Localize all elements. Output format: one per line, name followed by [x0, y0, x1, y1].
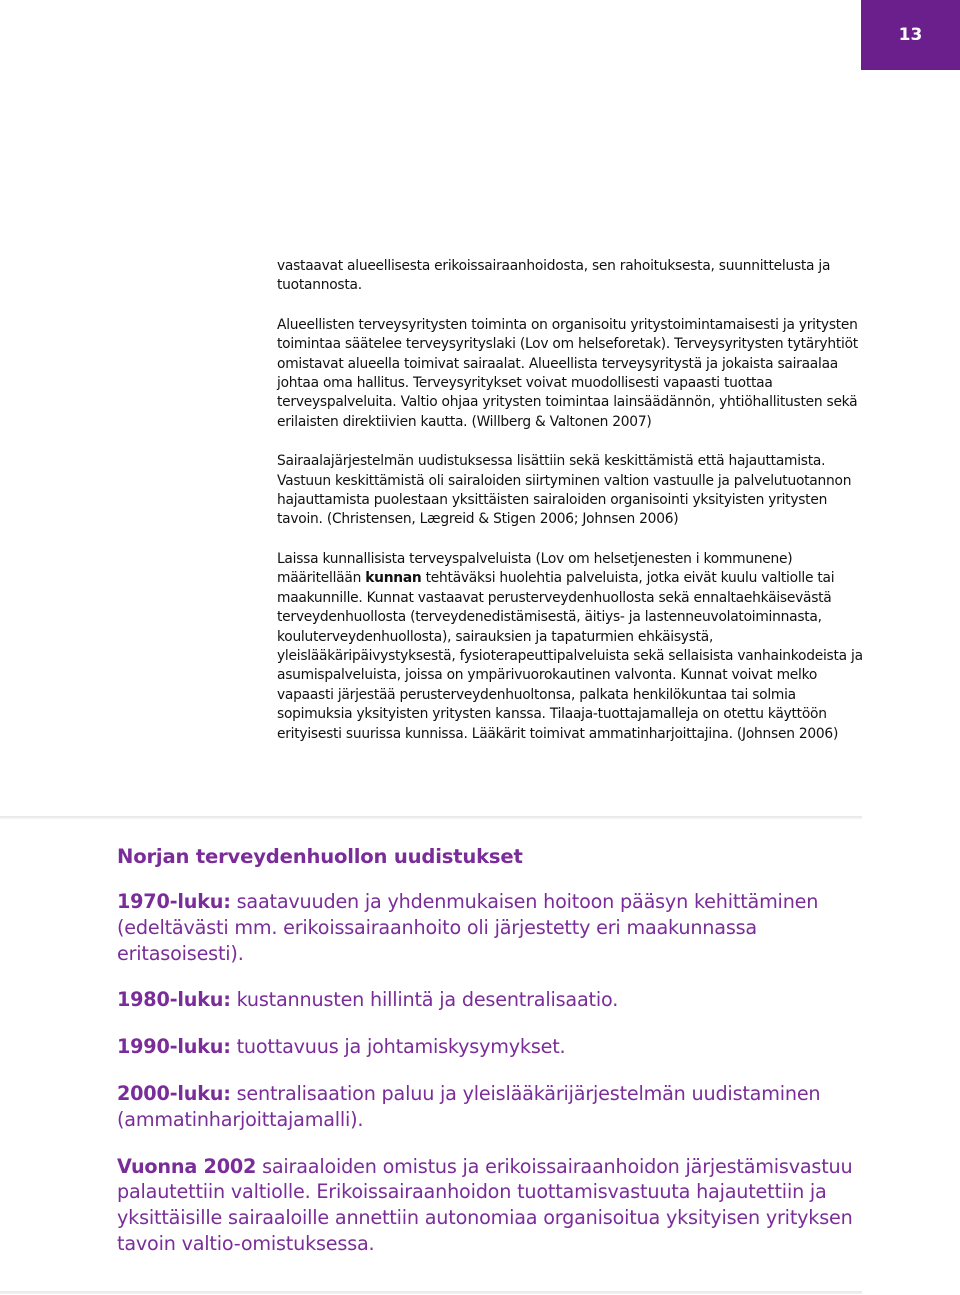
timeline-item-text: tuottavuus ja johtamiskysymykset. [230, 1035, 566, 1059]
timeline-item-lead: 2000-luku: [117, 1081, 231, 1105]
timeline-item-lead: 1980-luku: [117, 988, 231, 1012]
timeline-item [117, 1081, 862, 1133]
timeline-item [117, 987, 862, 1013]
paragraph-4-bold-term: kunnan [365, 570, 422, 587]
timeline-item-text: kustannusten hillintä ja desentralisaatio. [230, 988, 619, 1012]
paragraph-4-text-end: tehtäväksi huolehtia palveluista, jotka eivät kuulu valtiolle tai maakunnille. Kunnat vastaavat perusterveydenhuollosta sekä ennaltaehkäisevästä terveydenhuollosta (terveydenedistämisestä, äitiys- ja lastenneuvolatoiminnasta, kouluterveydenhuollosta), sairauksien ja tapaturmien ehkäisystä, yleislääkäripäivystyksestä, fysioterapeuttipalveluista sekä sellaisista vanhainkodeista ja asumispalveluista, joissa on ympärivuorokautinen valvonta. Kunnat voivat melko vapaasti järjestää perusterveydenhuoltonsa, palkata henkilökuntaa tai solmia sopimuksia yksityisten yritysten kanssa. Tilaaja-tuottajamalleja on otettu käyttöön erityisesti suurissa kunnissa. Lääkärit toimivat ammatinharjoittajina. (Johnsen 2006) [277, 570, 863, 742]
paragraph-4 [277, 550, 867, 744]
timeline-item-text: sairaaloiden omistus ja erikoissairaanhoidon järjestämisvastuu palautettiin valtiolle. Erikoissairaanhoidon tuottamisvastuuta hajautettiin ja yksittäisille sairaaloille annettiin autonomiaa organisoitua yksityisen yrityksen tavoin valtio-omistuksessa. [117, 1154, 853, 1255]
box-top-divider [0, 816, 862, 819]
box-title: Norjan terveydenhuollon uudistukset [117, 845, 523, 868]
page-number: 13 [898, 25, 923, 45]
paragraph-4-text-start: Laissa kunnallisista terveyspalveluista (Lov om helsetjenesten i kommunene) määritellään [277, 550, 793, 587]
timeline-item [117, 1034, 862, 1060]
timeline-item [117, 889, 862, 966]
paragraph-2: Alueellisten terveysyritysten toiminta on organisoitu yritystoimintamaisesti ja yritysten toimintaa säätelee terveysyrityslaki (Lov om helseforetak). Terveysyritysten tytäryhtiöt omistavat alueella toimivat sairaalat. Alueellista terveysyritystä ja jokaista sairaalaa johtaa oma hallitus. Terveysyritykset voivat muodollisesti vapaasti tuottaa terveyspalveluita. Valtio ohjaa yritysten toimintaa lainsäädännön, yhtiöhallitusten sekä erilaisten direktiivien kautta. (Willberg & Valtonen 2007) [277, 316, 858, 430]
page-number-badge [861, 0, 960, 70]
timeline-item-lead: 1990-luku: [117, 1035, 231, 1059]
timeline-item-lead: 1970-luku: [117, 890, 231, 913]
paragraph-1: vastaavat alueellisesta erikoissairaanhoidosta, sen rahoituksesta, suunnittelusta ja tuotannosta. [277, 258, 831, 294]
body-text [277, 257, 867, 764]
timeline-item [117, 1154, 862, 1257]
paragraph-3: Sairaalajärjestelmän uudistuksessa lisättiin sekä keskittämistä että hajauttamista. Vastuun keskittämistä oli sairaloiden siirtyminen valtion vastuulle ja palvelutuotannon hajauttamista puolestaan yksittäisten sairaloiden organisointi yksityisten yritysten tavoin. (Christensen, Lægreid & Stigen 2006; Johnsen 2006) [277, 453, 852, 528]
reform-timeline-box [117, 843, 862, 1278]
timeline-item-text: saatavuuden ja yhdenmukaisen hoitoon pääsyn kehittäminen (edeltävästi mm. erikoissairaanhoito oli järjestetty eri maakunnassa eritasoisesti). [117, 890, 819, 965]
timeline-item-text: sentralisaation paluu ja yleislääkärijärjestelmän uudistaminen (ammatinharjoittajamalli). [117, 1081, 821, 1131]
box-bottom-divider [0, 1291, 862, 1294]
timeline-item-lead: Vuonna 2002 [117, 1154, 257, 1178]
